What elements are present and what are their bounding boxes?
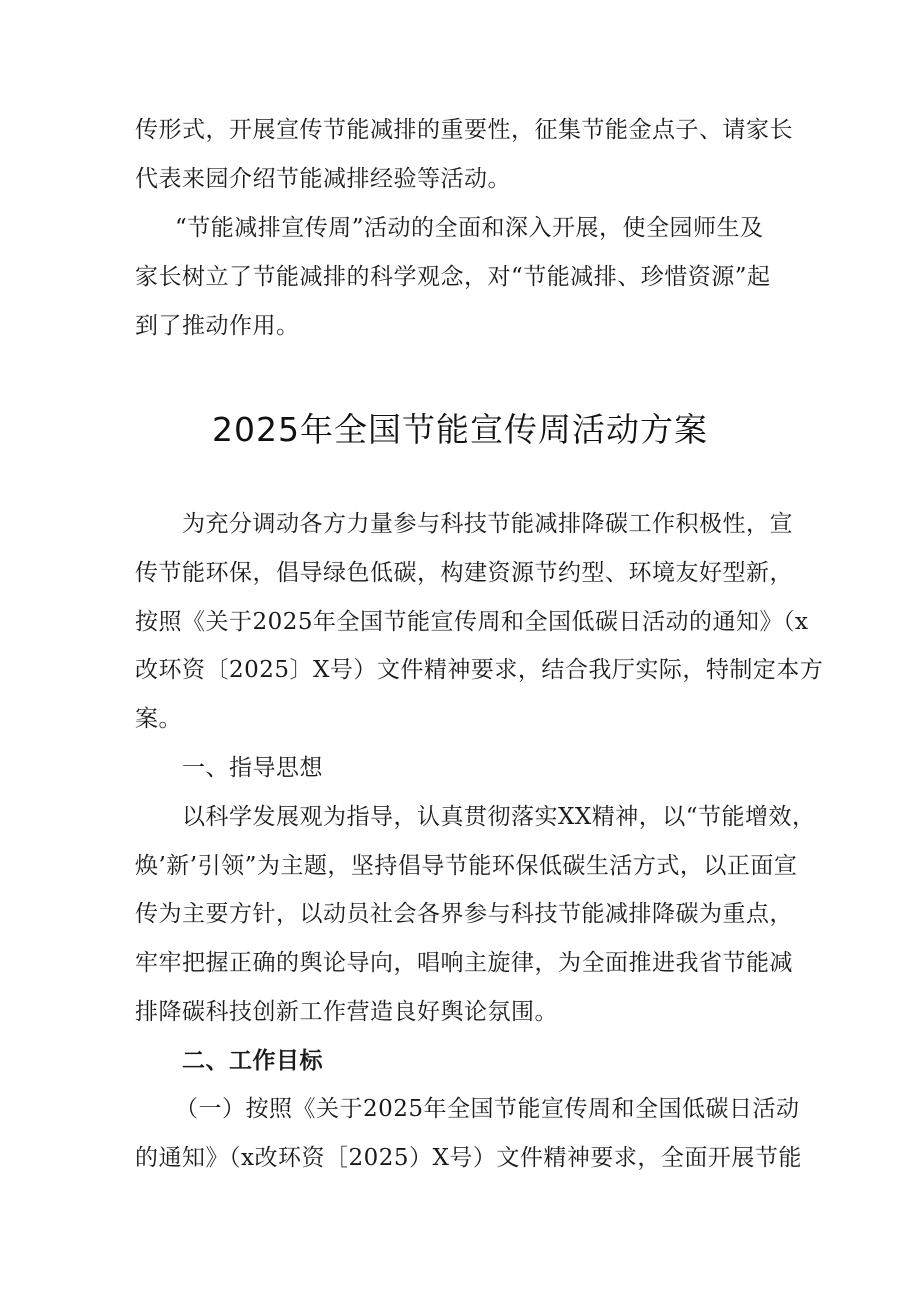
body-text-line: 传节能环保，倡导绿色低碳，构建资源节约型、环境友好型新，: [135, 560, 793, 586]
body-text-line: 传形式，开展宣传节能减排的重要性，征集节能金点子、请家长: [135, 117, 793, 143]
body-text-line: 排降碳科技创新工作营造良好舆论氛围。: [135, 999, 558, 1025]
document-title: 2025年全国节能宣传周活动方案: [212, 410, 708, 449]
body-text-line: 传为主要方针，以动员社会各界参与科技节能减排降碳为重点，: [135, 901, 793, 927]
body-text-line: 代表来园介绍节能减排经验等活动。: [135, 166, 511, 192]
body-text-line: 按照《关于2025年全国节能宣传周和全国低碳日活动的通知》（x: [135, 609, 809, 635]
body-text-line: 牢牢把握正确的舆论导向，唱响主旋律，为全面推进我省节能减: [135, 950, 793, 976]
body-text-line: （一）按照《关于2025年全国节能宣传周和全国低碳日活动: [175, 1096, 800, 1122]
body-text-line: 改环资〔2025〕X号）文件精神要求，结合我厅实际，特制定本方: [135, 657, 824, 683]
body-text-line: 为充分调动各方力量参与科技节能减排降碳工作积极性，宣: [182, 511, 793, 537]
body-text-line: 家长树立了节能减排的科学观念，对“节能减排、珍惜资源”起: [135, 264, 771, 290]
body-text-line: 的通知》（x改环资［2025）X号）文件精神要求，全面开展节能: [135, 1145, 802, 1171]
body-text-line: 到了推动作用。: [135, 313, 300, 339]
section-heading: 一、指导思想: [182, 755, 323, 781]
body-text-line: 以科学发展观为指导，认真贯彻落实XX精神，以“节能增效，: [182, 804, 816, 830]
body-text-line: “节能减排宣传周”活动的全面和深入开展，使全园师生及: [175, 215, 764, 241]
section-heading: 二、工作目标: [182, 1048, 323, 1074]
body-text-line: 案。: [135, 706, 182, 732]
body-text-line: 焕’新’引领”为主题，坚持倡导节能环保低碳生活方式，以正面宣: [135, 853, 798, 879]
